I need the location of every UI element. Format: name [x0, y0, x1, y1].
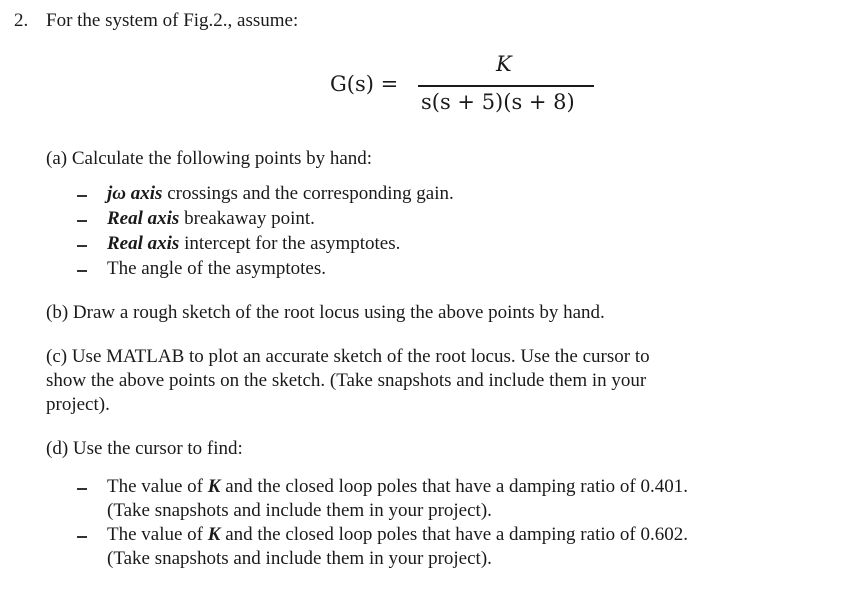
fraction-bar [418, 85, 594, 87]
bullet-dash [77, 488, 87, 490]
emphasis-k: K [207, 524, 221, 545]
part-a-item-3 [107, 232, 400, 256]
bullet-dash [77, 245, 87, 247]
equation-denominator: s(s + 5)(s + 8) [421, 90, 575, 114]
equation-lhs: G(s) = [330, 72, 399, 96]
emphasis-k: K [207, 476, 221, 497]
emphasis-text: jω axis [107, 183, 163, 204]
part-c-line-2: show the above points on the sketch. (Take snapshots and include them in your [46, 370, 647, 391]
emphasis-text: Real axis [107, 208, 180, 229]
emphasis-text: Real axis [107, 233, 180, 254]
item-text: The value of [107, 476, 208, 497]
part-a-item-2 [107, 207, 315, 231]
item-text: crossings and the corresponding gain. [162, 183, 454, 204]
item-text: breakaway point. [179, 208, 315, 229]
item-text: intercept for the asymptotes. [179, 233, 401, 254]
part-d-item-2-line-2: (Take snapshots and include them in your project). [107, 548, 492, 569]
part-c-line-3: project). [46, 394, 110, 415]
part-a-item-4 [107, 257, 326, 281]
part-a-label: (a) Calculate the following points by hand: [46, 148, 373, 169]
bullet-dash [77, 195, 87, 197]
question-number: 2. [14, 10, 29, 31]
question-intro: For the system of Fig.2., assume: [46, 10, 299, 31]
item-text: and the closed loop poles that have a damping ratio of 0.401. [220, 476, 688, 497]
part-d-item-2 [107, 523, 688, 547]
part-c-line-1: (c) Use MATLAB to plot an accurate sketch of the root locus. Use the cursor to [46, 346, 650, 367]
part-b-label: (b) Draw a rough sketch of the root locus using the above points by hand. [46, 302, 605, 323]
part-a-item-1 [107, 182, 454, 206]
bullet-dash [77, 536, 87, 538]
bullet-dash [77, 220, 87, 222]
part-d-label: (d) Use the cursor to find: [46, 438, 243, 459]
bullet-dash [77, 270, 87, 272]
part-d-item-1-line-2: (Take snapshots and include them in your project). [107, 500, 492, 521]
item-text: The angle of the asymptotes. [107, 258, 326, 279]
part-d-item-1 [107, 475, 688, 499]
item-text: The value of [107, 524, 208, 545]
item-text: and the closed loop poles that have a damping ratio of 0.602. [220, 524, 688, 545]
equation-numerator: K [496, 52, 512, 76]
